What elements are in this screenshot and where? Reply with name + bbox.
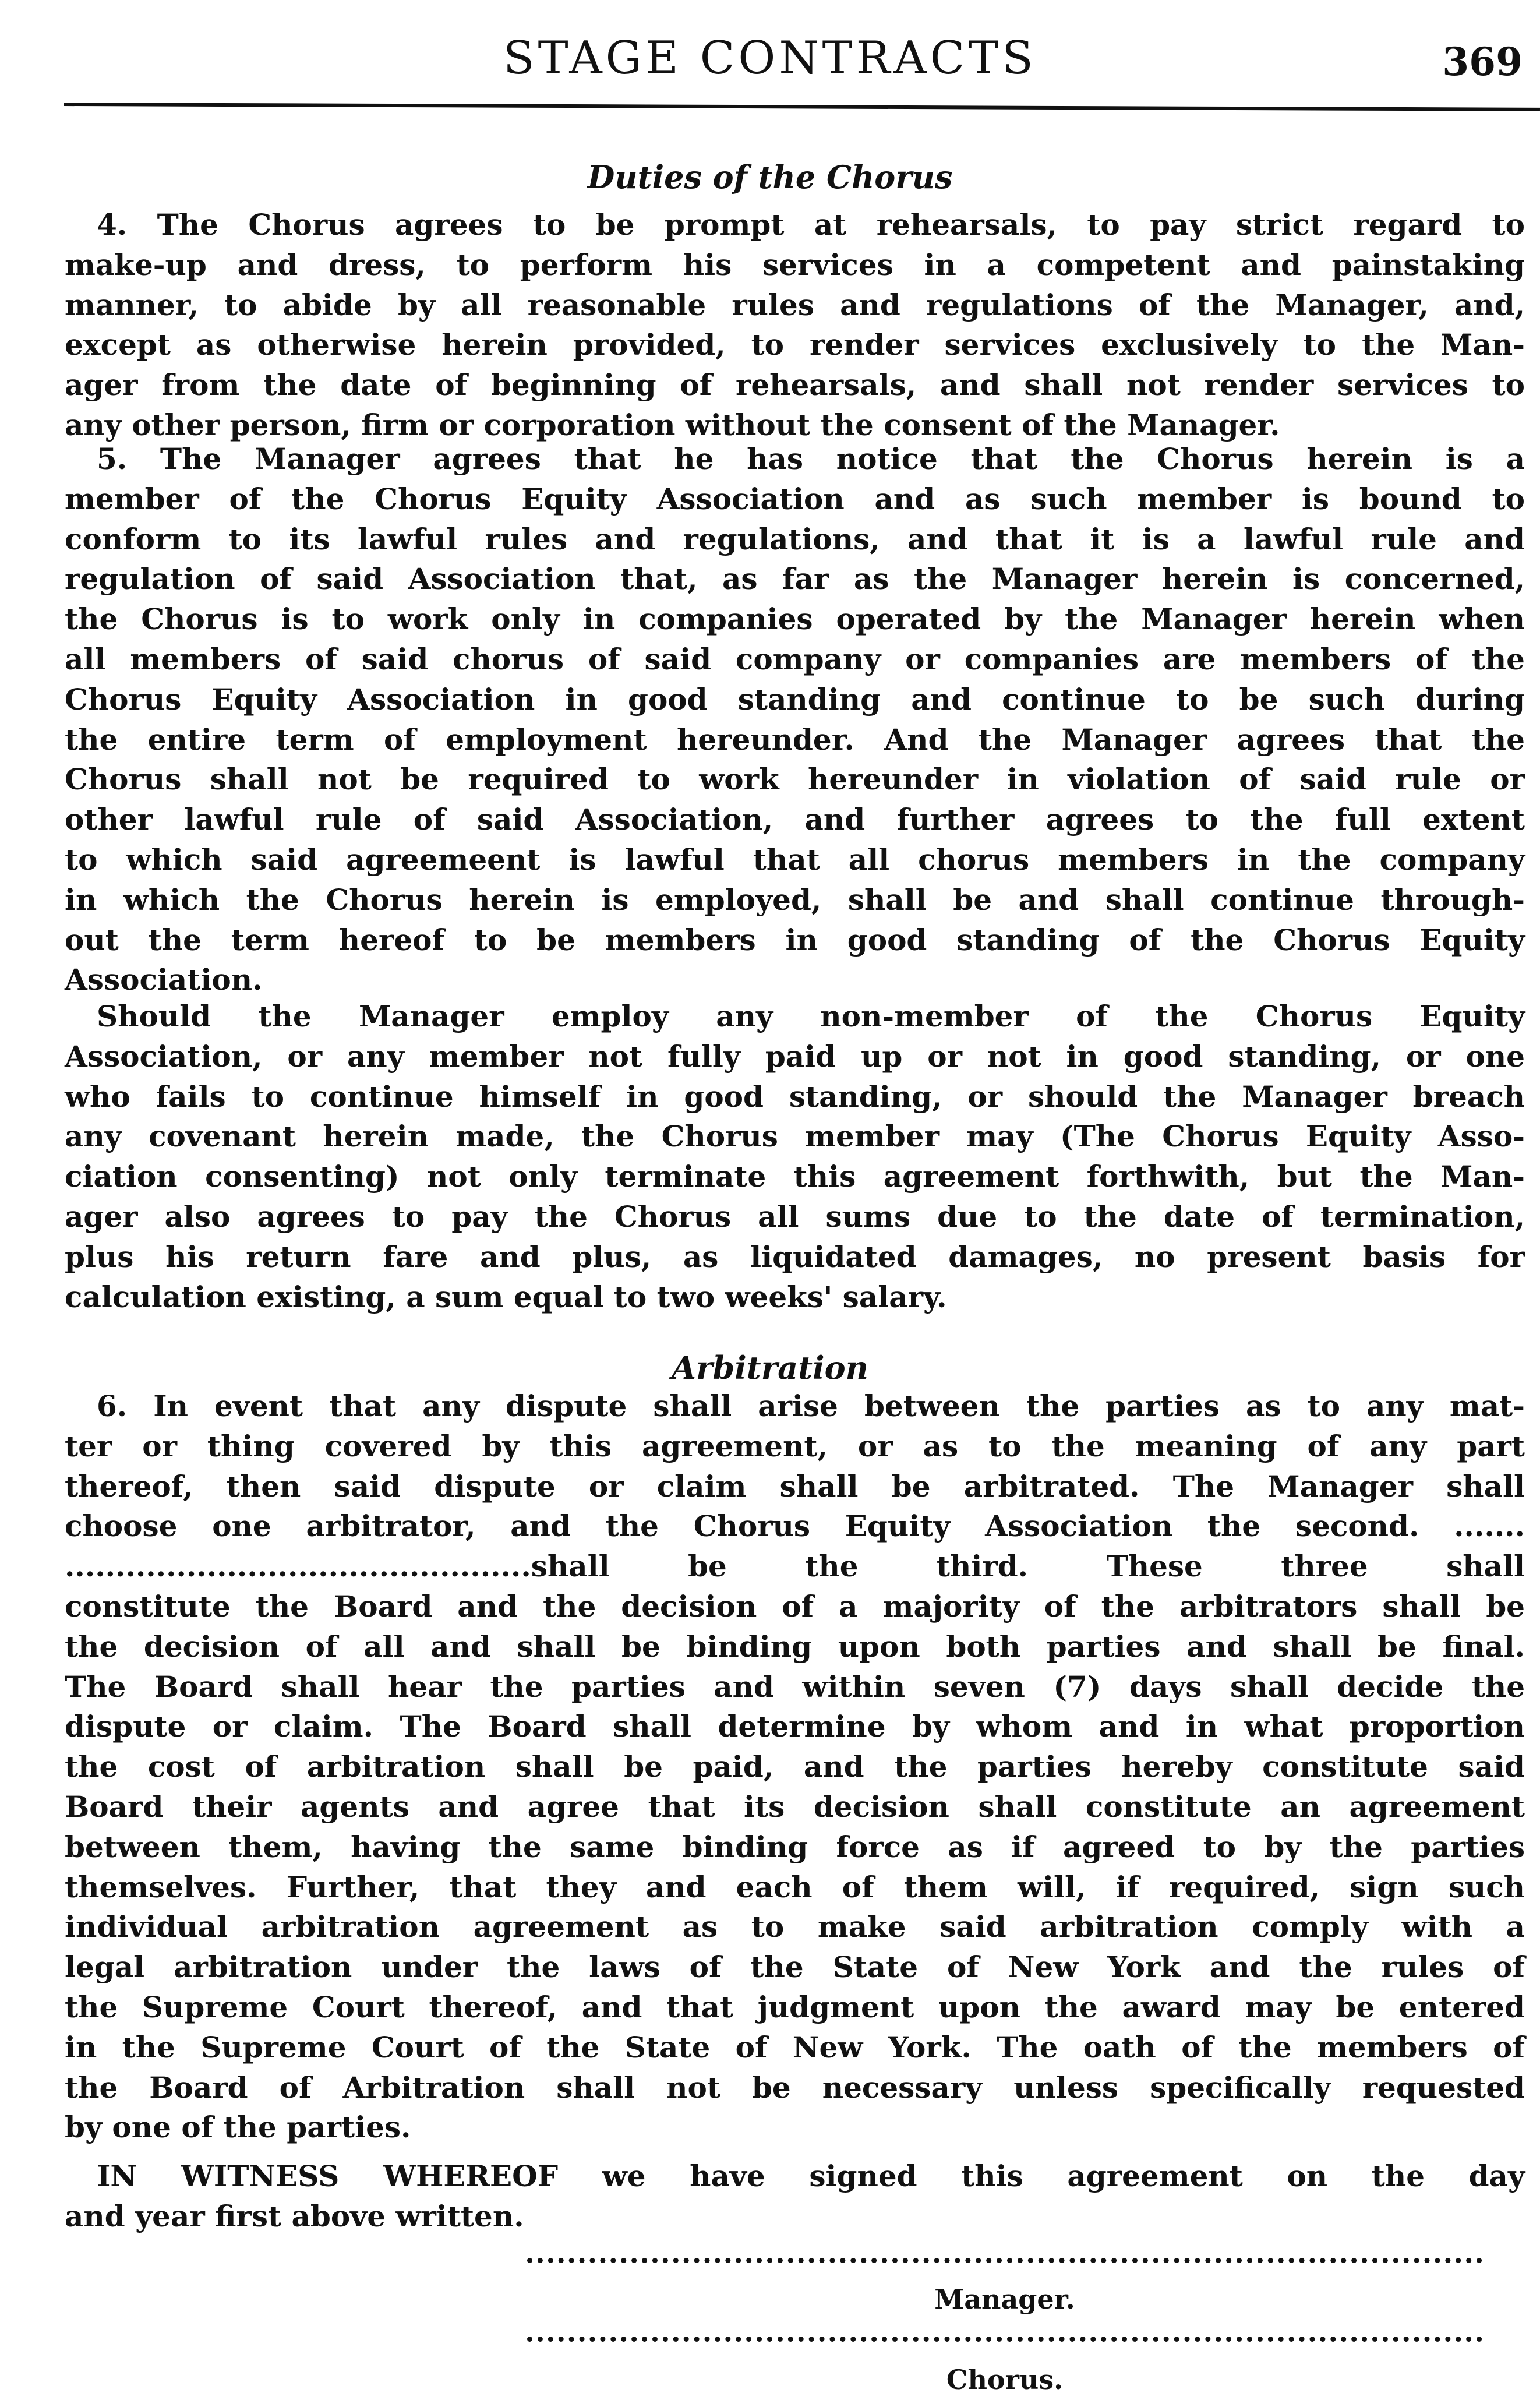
text-line: constitute the Board and the decision of a majority of the arbitrators shall be — [65, 1589, 1525, 1623]
text-line: ager from the date of beginning of rehearsals, and shall not render services to — [65, 368, 1525, 403]
text-line: 4. The Chorus agrees to be prompt at rehearsals, to pay strict regard to — [97, 207, 1525, 242]
text-line: Chorus shall not be required to work hereunder in violation of said rule or — [65, 762, 1525, 797]
text-line: between them, having the same binding force as if agreed to by the parties — [65, 1829, 1525, 1864]
chorus-label: Chorus. — [946, 2364, 1064, 2395]
text-line: Should the Manager employ any non-member of the Chorus Equity — [97, 999, 1525, 1033]
text-line: Association. — [65, 962, 263, 997]
text-line: who fails to continue himself in good standing, or should the Manager breach — [65, 1079, 1525, 1114]
text-line: choose one arbitrator, and the Chorus Equity Association the second. ....... — [65, 1509, 1525, 1544]
text-line: member of the Chorus Equity Association and as such member is bound to — [65, 481, 1525, 516]
header-rule — [64, 103, 1540, 111]
text-line: Board their agents and agree that its decision shall constitute an agreement — [65, 1789, 1525, 1824]
text-line: individual arbitration agreement as to make said arbitration comply with a — [65, 1910, 1525, 1944]
text-line: ager also agrees to pay the Chorus all sums due to the date of termination, — [65, 1199, 1525, 1234]
text-line: Chorus Equity Association in good standing and continue to be such during — [65, 682, 1525, 717]
text-line: legal arbitration under the laws of the State of New York and the rules of — [65, 1950, 1525, 1985]
text-line: manner, to abide by all reasonable rules and regulations of the Manager, and, — [65, 287, 1525, 322]
text-line: conform to its lawful rules and regulations, and that it is a lawful rule and — [65, 521, 1525, 556]
text-line: plus his return fare and plus, as liquidated damages, no present basis for — [65, 1239, 1525, 1274]
text-line: the decision of all and shall be binding upon both parties and shall be final. — [65, 1629, 1525, 1664]
text-line: any covenant herein made, the Chorus member may (The Chorus Equity Asso- — [65, 1119, 1525, 1154]
paragraph-6 — [65, 1386, 1525, 2148]
text-line: except as otherwise herein provided, to render services exclusively to the Man- — [65, 327, 1525, 362]
text-line: and year first above written. — [65, 2198, 524, 2233]
text-line: The Board shall hear the parties and within seven (7) days shall decide the — [65, 1669, 1525, 1704]
text-line: ..............................................shall be the third. These three shall — [65, 1549, 1525, 1584]
text-line: any other person, firm or corporation without the consent of the Manager. — [65, 407, 1280, 442]
text-line: regulation of said Association that, as far as the Manager herein is concerned, — [65, 562, 1525, 597]
text-line: other lawful rule of said Association, and further agrees to the full extent — [65, 802, 1525, 837]
text-line: 6. In event that any dispute shall arise between the parties as to any mat- — [97, 1389, 1525, 1423]
text-line: themselves. Further, that they and each of them will, if required, sign such — [65, 1869, 1525, 1904]
section-title-duties: Duties of the Chorus — [587, 158, 953, 196]
paragraph-witness — [65, 2157, 1525, 2237]
text-line: the cost of arbitration shall be paid, and the parties hereby constitute said — [65, 1749, 1525, 1784]
text-line: Association, or any member not fully paid up or not in good standing, or one — [65, 1039, 1525, 1074]
text-line: thereof, then said dispute or claim shall be arbitrated. The Manager shall — [65, 1469, 1525, 1503]
text-line: the Supreme Court thereof, and that judgment upon the award may be entered — [65, 1989, 1525, 2024]
manager-signature-line — [527, 2258, 1482, 2263]
section-title-arbitration: Arbitration — [672, 1349, 868, 1386]
text-line: in the Supreme Court of the State of New York. The oath of the members of — [65, 2030, 1525, 2064]
text-line: all members of said chorus of said company or companies are members of the — [65, 641, 1525, 676]
text-line: the entire term of employment hereunder. And the Manager agrees that the — [65, 722, 1525, 757]
text-line: by one of the parties. — [65, 2110, 411, 2145]
text-line: in which the Chorus herein is employed, shall be and shall continue through- — [65, 882, 1525, 917]
text-line: to which said agreemeent is lawful that all chorus members in the company — [65, 842, 1525, 877]
page-number: 369 — [1442, 39, 1523, 84]
paragraph-4 — [65, 205, 1525, 446]
text-line: ciation consenting) not only terminate this agreement forthwith, but the Man- — [65, 1159, 1525, 1194]
text-line: the Chorus is to work only in companies operated by the Manager herein when — [65, 602, 1525, 637]
text-line: IN WITNESS WHEREOF we have signed this agreement on the day — [97, 2159, 1525, 2193]
paragraph-should — [65, 997, 1525, 1317]
running-header: STAGE CONTRACTS — [503, 32, 1037, 84]
chorus-signature-line — [527, 2337, 1482, 2342]
manager-label: Manager. — [934, 2283, 1075, 2315]
paragraph-5 — [65, 439, 1525, 1000]
text-line: ter or thing covered by this agreement, or as to the meaning of any part — [65, 1428, 1525, 1463]
text-line: dispute or claim. The Board shall determine by whom and in what proportion — [65, 1709, 1525, 1744]
text-line: make-up and dress, to perform his services in a competent and painstaking — [65, 247, 1525, 282]
text-line: calculation existing, a sum equal to two weeks' salary. — [65, 1279, 947, 1314]
text-line: the Board of Arbitration shall not be necessary unless specifically requested — [65, 2070, 1525, 2105]
text-line: 5. The Manager agrees that he has notice that the Chorus herein is a — [97, 442, 1525, 476]
text-line: out the term hereof to be members in good standing of the Chorus Equity — [65, 922, 1525, 957]
